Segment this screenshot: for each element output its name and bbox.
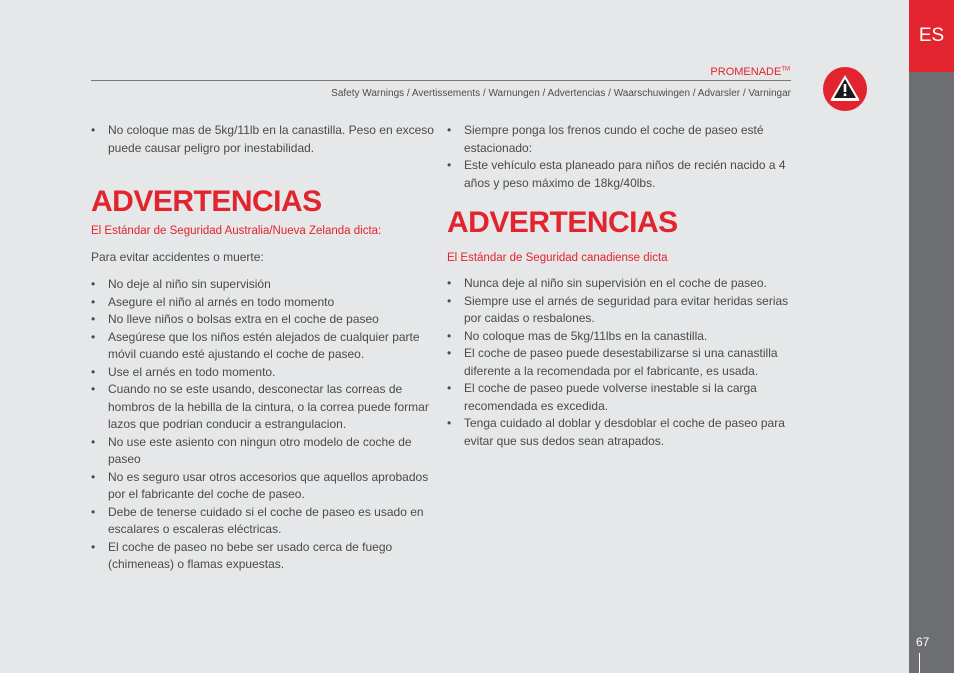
list-item: • Asegure el niño al arnés en todo momento (91, 294, 441, 312)
list-item: • El coche de paseo puede desestabilizarse si una canastilla diferente a la recomendada por el fabricante, es usada. (447, 345, 797, 380)
list-item: • Debe de tenerse cuidado si el coche de paseo es usado en escalares o escaleras eléctricas. (91, 504, 441, 539)
list-item: • Cuando no se este usando, desconectar las correas de hombros de la hebilla de la cintura, o la correa puede formar lazos que podrian conducir a estrangulacion. (91, 381, 441, 434)
left-heading: ADVERTENCIAS (91, 185, 322, 218)
brand-trademark: TM (781, 66, 790, 73)
list-item: • No lleve niños o bolsas extra en el coche de paseo (91, 311, 441, 329)
list-item: • Siempre ponga los frenos cundo el coche de paseo esté estacionado: (447, 122, 797, 157)
left-intro: Para evitar accidentes o muerte: (91, 250, 264, 264)
brand-label: PROMENADE (710, 66, 782, 78)
list-item: • Nunca deje al niño sin supervisión en el coche de paseo. (447, 275, 797, 293)
list-item: • Siempre use el arnés de seguridad para evitar heridas serias por caidas o resbalones. (447, 293, 797, 328)
list-item: • No use este asiento con ningun otro modelo de coche de paseo (91, 434, 441, 469)
list-item: • Asegúrese que los niños estén alejados de cualquier parte móvil cuando esté ajustando el coche de paseo. (91, 329, 441, 364)
list-item: • Tenga cuidado al doblar y desdoblar el coche de paseo para evitar que sus dedos sean atrapados. (447, 415, 797, 450)
list-item: • No es seguro usar otros accesorios que aquellos aprobados por el fabricante del coche de paseo. (91, 469, 441, 504)
left-top-list (91, 122, 441, 157)
brand-name (710, 66, 790, 78)
list-item: • El coche de paseo no bebe ser usado cerca de fuego (chimeneas) o flamas expuestas. (91, 539, 441, 574)
right-column (447, 122, 797, 450)
side-bar (909, 0, 954, 673)
list-item: • No coloque mas de 5kg/11lb en la canastilla. Peso en exceso puede causar peligro por inestabilidad. (91, 122, 441, 157)
language-tab: ES (909, 0, 954, 72)
header-rule (91, 80, 791, 81)
right-warning-list (447, 275, 797, 450)
left-subheading: El Estándar de Seguridad Australia/Nueva Zelanda dicta: (91, 225, 382, 237)
header-subtitle: Safety Warnings / Avertissements / Warnungen / Advertencias / Waarschuwingen / Advarsler / Varningar (331, 88, 791, 99)
list-item: • No deje al niño sin supervisión (91, 276, 441, 294)
list-item: • Este vehículo esta planeado para niños de recién nacido a 4 años y peso máximo de 18kg/40lbs. (447, 157, 797, 192)
left-warning-list (91, 276, 441, 574)
list-item: • No coloque mas de 5kg/11lbs en la canastilla. (447, 328, 797, 346)
page-number: 67 (916, 635, 930, 649)
right-subheading: El Estándar de Seguridad canadiense dicta (447, 252, 668, 264)
right-heading: ADVERTENCIAS (447, 206, 678, 239)
list-item: • El coche de paseo puede volverse inestable si la carga recomendada es excedida. (447, 380, 797, 415)
page-number-tick (919, 653, 920, 673)
warning-triangle-icon (822, 66, 868, 112)
left-column (91, 122, 441, 574)
list-item: • Use el arnés en todo momento. (91, 364, 441, 382)
right-top-list (447, 122, 797, 192)
